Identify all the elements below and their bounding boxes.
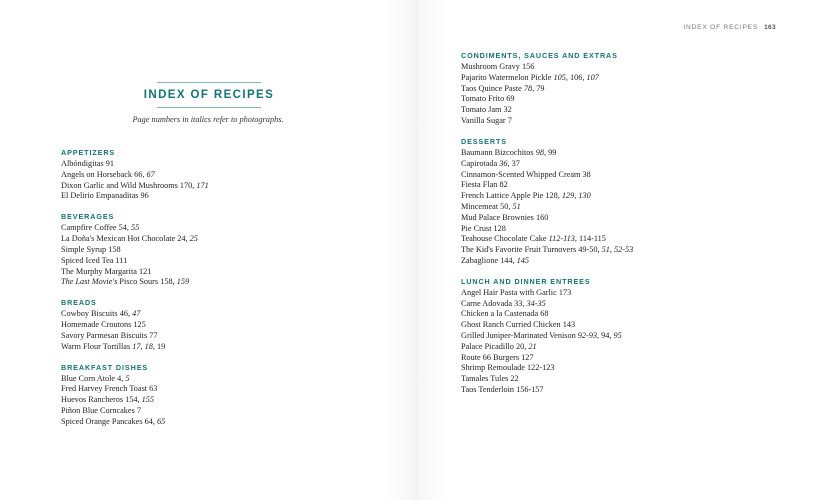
index-entry: Capirotada 36, 37 — [461, 158, 520, 168]
entry-page-number: 24 — [177, 234, 186, 244]
entry-name: Zabaglione — [461, 255, 499, 265]
index-entry: Palace Picadillo 20, 21 — [461, 341, 537, 351]
index-entry — [61, 267, 361, 278]
index-entry: Pajarito Watermelon Pickle 105, 106, 107 — [461, 72, 599, 82]
entry-page-number: 82 — [499, 180, 508, 190]
index-entry — [61, 384, 361, 395]
entry-name: Chicken a la Castenada — [461, 309, 539, 319]
index-section — [461, 51, 781, 127]
index-entry: Baumann Bizcochitos 98, 99 — [461, 147, 557, 157]
entry-page-number: 127 — [521, 352, 534, 362]
index-entry — [461, 320, 781, 331]
photo-page-number: 92-93 — [577, 331, 598, 341]
entry-page-number: 20 — [515, 341, 525, 351]
entry-page-number: 7 — [507, 115, 512, 125]
section-heading: APPETIZERS — [61, 148, 116, 157]
entry-name: Ghost Ranch Curried Chicken — [461, 320, 561, 330]
entry-page-number: 96 — [140, 191, 149, 201]
entry-page-number: 37 — [511, 158, 520, 168]
index-entry: The Last Movie's Pisco Sours 158, 159 — [61, 277, 190, 287]
index-entry: Warm Flour Tortillas 17, 18, 19 — [61, 341, 166, 351]
entry-name: Tomato Frito — [461, 94, 505, 104]
entry-page-number: 111 — [115, 255, 128, 265]
entry-page-number: 106 — [569, 72, 583, 82]
entry-page-number: 54 — [118, 223, 127, 233]
index-entry: Angels on Horseback 66, 67 — [61, 169, 155, 179]
entry-page-number: 94 — [601, 331, 610, 341]
entry-name: Homemade Croutons — [61, 320, 132, 330]
entry-page-number: 143 — [562, 320, 576, 330]
photo-page-number: 67 — [146, 169, 155, 179]
entry-name: Pisco Sours — [117, 277, 159, 287]
entry-name: Shrimp Remoulade — [461, 363, 525, 373]
entry-name: Spiced Orange Pancakes — [61, 416, 143, 426]
entry-name: Angels on Horseback — [61, 169, 133, 179]
entry-page-number: 158 — [160, 277, 173, 287]
entry-page-number: 68 — [540, 309, 549, 319]
entry-name: Huevos Rancheros — [61, 395, 124, 405]
entry-page-number: 64 — [144, 416, 153, 426]
index-entry — [61, 331, 361, 342]
entry-page-number: 77 — [149, 330, 158, 340]
photo-page-number: 47 — [132, 309, 141, 319]
entry-name: Baumann Bizcochitos — [461, 147, 534, 157]
entry-page-number: 49-50 — [578, 245, 598, 255]
index-section — [61, 363, 361, 428]
entry-name: Mincemeat — [461, 201, 499, 211]
index-section — [461, 277, 781, 396]
italics-note: Page numbers in italics refer to photographs. — [132, 115, 284, 124]
entry-page-number: 128 — [493, 223, 506, 233]
entry-name: Mushroom Gravy — [461, 61, 520, 71]
entry-page-number: 66 — [134, 169, 143, 179]
index-entry — [61, 159, 361, 170]
gutter-shadow — [386, 0, 446, 500]
photo-page-number: 129 — [561, 191, 575, 201]
entry-page-number: 160 — [535, 212, 549, 222]
index-entry — [461, 353, 781, 364]
entry-name: Teahouse Chocolate Cake — [461, 234, 547, 244]
entry-page-number: 7 — [136, 406, 141, 416]
index-column-right — [461, 51, 781, 406]
entry-name: Blue Corn Atole — [61, 373, 116, 383]
section-heading: CONDIMENTS, SAUCES AND EXTRAS — [461, 51, 618, 60]
entry-name: Albóndigitas — [61, 158, 104, 168]
entry-name: Vanilla Sugar — [461, 115, 506, 125]
entry-name: Fred Harvey French Toast — [61, 384, 148, 394]
entry-page-number: 46 — [119, 309, 128, 319]
photo-page-number: 107 — [586, 72, 599, 82]
photo-page-number: 25 — [189, 234, 198, 244]
entry-page-number: 4 — [117, 373, 122, 383]
entry-name: The Kid's Favorite Fruit Turnovers — [461, 245, 577, 255]
index-entry — [461, 94, 781, 105]
entry-name: La Doña's Mexican Hot Chocolate — [61, 234, 176, 244]
photo-page-number: 95 — [613, 331, 622, 341]
entry-page-number: 91 — [105, 158, 114, 168]
entry-page-number: 50 — [500, 201, 509, 211]
entry-name: French Lattice Apple Pie — [461, 191, 544, 201]
entry-name: Taos Quince Paste — [461, 83, 522, 93]
index-entry: Carne Adovada 33, 34-35 — [461, 298, 546, 308]
entry-name: Mud Palace Brownies — [461, 212, 534, 222]
entry-page-number: 128 — [545, 191, 558, 201]
photo-page-number: 78 — [523, 83, 533, 93]
index-entry — [61, 320, 361, 331]
index-entry: La Doña's Mexican Hot Chocolate 24, 25 — [61, 234, 198, 244]
index-entry: Huevos Rancheros 154, 155 — [61, 395, 155, 405]
entry-page-number: 32 — [503, 105, 512, 115]
index-entry: French Lattice Apple Pie 128, 129, 130 — [461, 191, 591, 201]
index-entry: Blue Corn Atole 4, 5 — [61, 373, 130, 383]
index-entry — [461, 213, 781, 224]
entry-name: Campfire Coffee — [61, 223, 117, 233]
entry-name: Savory Parmesan Biscuits — [61, 330, 148, 340]
index-entry: Campfire Coffee 54, 55 — [61, 223, 140, 233]
entry-page-number: 125 — [133, 320, 146, 330]
entry-page-number: 154 — [125, 395, 138, 405]
section-heading: BREADS — [61, 298, 97, 308]
index-entry — [61, 245, 361, 256]
index-entry: Teahouse Chocolate Cake 112-113, 114-115 — [461, 234, 606, 244]
index-entry — [461, 105, 781, 116]
entry-name: Tomato Jam — [461, 105, 502, 115]
entry-name: Angel Hair Pasta with Garlic — [461, 287, 557, 297]
index-entry — [461, 170, 781, 181]
index-section — [61, 298, 361, 352]
section-heading: LUNCH AND DINNER ENTREES — [461, 276, 591, 286]
section-heading: BREAKFAST DISHES — [61, 362, 149, 372]
photo-page-number: 21 — [528, 341, 537, 351]
index-section — [61, 148, 361, 202]
entry-page-number: 19 — [157, 341, 166, 351]
index-entry — [461, 62, 781, 73]
index-entry — [461, 180, 781, 191]
photo-page-number: 98 — [535, 147, 544, 157]
photo-page-number: 51 — [512, 201, 521, 211]
entry-page-number: 170 — [179, 180, 193, 190]
entry-page-number: 114-115 — [579, 234, 606, 244]
entry-page-number: 122-123 — [527, 363, 555, 373]
index-entry: Mincemeat 50, 51 — [461, 201, 521, 211]
entry-name: Route 66 Burgers — [461, 352, 520, 362]
photo-page-number: 65 — [157, 416, 166, 426]
index-entry — [461, 309, 781, 320]
entry-name: Spiced Iced Tea — [61, 255, 114, 265]
photo-page-number: 51 — [601, 245, 610, 255]
photo-page-number: 55 — [130, 223, 140, 233]
entry-page-number: 144 — [500, 255, 513, 265]
photo-page-number: 5 — [125, 373, 130, 383]
photo-page-number: 130 — [578, 191, 591, 201]
index-entry — [61, 406, 361, 417]
index-column-left — [61, 148, 361, 438]
entry-page-number: 63 — [149, 384, 158, 394]
index-entry — [461, 385, 781, 396]
entry-name: Pajarito Watermelon Pickle — [461, 72, 552, 82]
entry-name: Piñon Blue Corncakes — [61, 406, 135, 416]
photo-page-number: 36 — [499, 158, 508, 168]
entry-name: Capirotada — [461, 158, 498, 168]
entry-page-number: 156-157 — [516, 385, 544, 395]
photo-page-number: 159 — [176, 277, 190, 287]
running-head — [683, 24, 776, 31]
entry-name: Cowboy Biscuits — [61, 309, 118, 319]
section-heading: BEVERAGES — [61, 212, 115, 222]
index-entry — [461, 374, 781, 385]
index-entry — [61, 191, 361, 202]
entry-name: Dixon Garlic and Wild Mushrooms — [61, 180, 178, 190]
page-title: INDEX OF RECIPES — [143, 89, 275, 101]
entry-name: The Murphy Margarita — [61, 266, 137, 276]
entry-name: Pie Crust — [461, 223, 492, 233]
index-entry: Spiced Orange Pancakes 64, 65 — [61, 416, 166, 426]
title-rule-top — [157, 82, 261, 83]
entry-page-number: 79 — [536, 83, 545, 93]
title-block — [134, 82, 284, 108]
index-entry: Dixon Garlic and Wild Mushrooms 170, 171 — [61, 180, 209, 190]
index-section — [61, 212, 361, 288]
index-entry: The Kid's Favorite Fruit Turnovers 49-50, 51, 52-53 — [461, 245, 634, 255]
entry-name: Taos Tenderloin — [461, 385, 514, 395]
entry-name: Carne Adovada — [461, 298, 513, 308]
title-rule-bottom — [157, 107, 261, 108]
photo-page-number: 52-53 — [613, 245, 634, 255]
entry-name: El Delirio Empanaditas — [61, 191, 139, 201]
index-entry: Grilled Juniper-Marinated Venison 92-93, 94, 95 — [461, 331, 622, 341]
entry-page-number: 99 — [548, 147, 557, 157]
index-section — [461, 137, 781, 267]
entry-name-italic: The Last Movie's — [61, 277, 118, 287]
entry-page-number: 121 — [138, 266, 152, 276]
photo-page-number: 18 — [144, 341, 153, 351]
page-number: 163 — [764, 24, 776, 31]
index-entry: Taos Quince Paste 78, 79 — [461, 83, 545, 93]
entry-name: Simple Syrup — [61, 244, 107, 254]
running-head-label: INDEX OF RECIPES — [683, 24, 759, 31]
photo-page-number: 17 — [132, 341, 141, 351]
entry-page-number: 22 — [510, 374, 519, 384]
index-entry: Zabaglione 144, 145 — [461, 255, 530, 265]
index-entry: Cowboy Biscuits 46, 47 — [61, 309, 141, 319]
photo-page-number: 171 — [196, 180, 209, 190]
entry-name: Palace Picadillo — [461, 341, 514, 351]
entry-page-number: 158 — [108, 244, 121, 254]
entry-name: Cinnamon-Scented Whipped Cream — [461, 169, 581, 179]
index-entry — [61, 256, 361, 267]
photo-page-number: 155 — [141, 395, 155, 405]
photo-page-number: 145 — [516, 255, 530, 265]
entry-name: Tamales Tules — [461, 374, 509, 384]
entry-page-number: 69 — [506, 94, 515, 104]
index-entry — [461, 363, 781, 374]
entry-page-number: 33 — [514, 298, 523, 308]
section-heading: DESSERTS — [461, 136, 507, 146]
index-entry — [461, 288, 781, 299]
entry-name: Grilled Juniper-Marinated Venison — [461, 331, 576, 341]
photo-page-number: 112-113 — [548, 234, 575, 244]
entry-page-number: 156 — [521, 61, 535, 71]
entry-page-number: 173 — [558, 287, 572, 297]
entry-name: Warm Flour Tortillas — [61, 341, 131, 351]
entry-page-number: 38 — [582, 169, 591, 179]
photo-page-number: 105 — [553, 72, 566, 82]
index-entry — [461, 224, 781, 235]
entry-name: Fiesta Flan — [461, 180, 498, 190]
index-entry — [461, 116, 781, 127]
photo-page-number: 34-35 — [526, 298, 546, 308]
